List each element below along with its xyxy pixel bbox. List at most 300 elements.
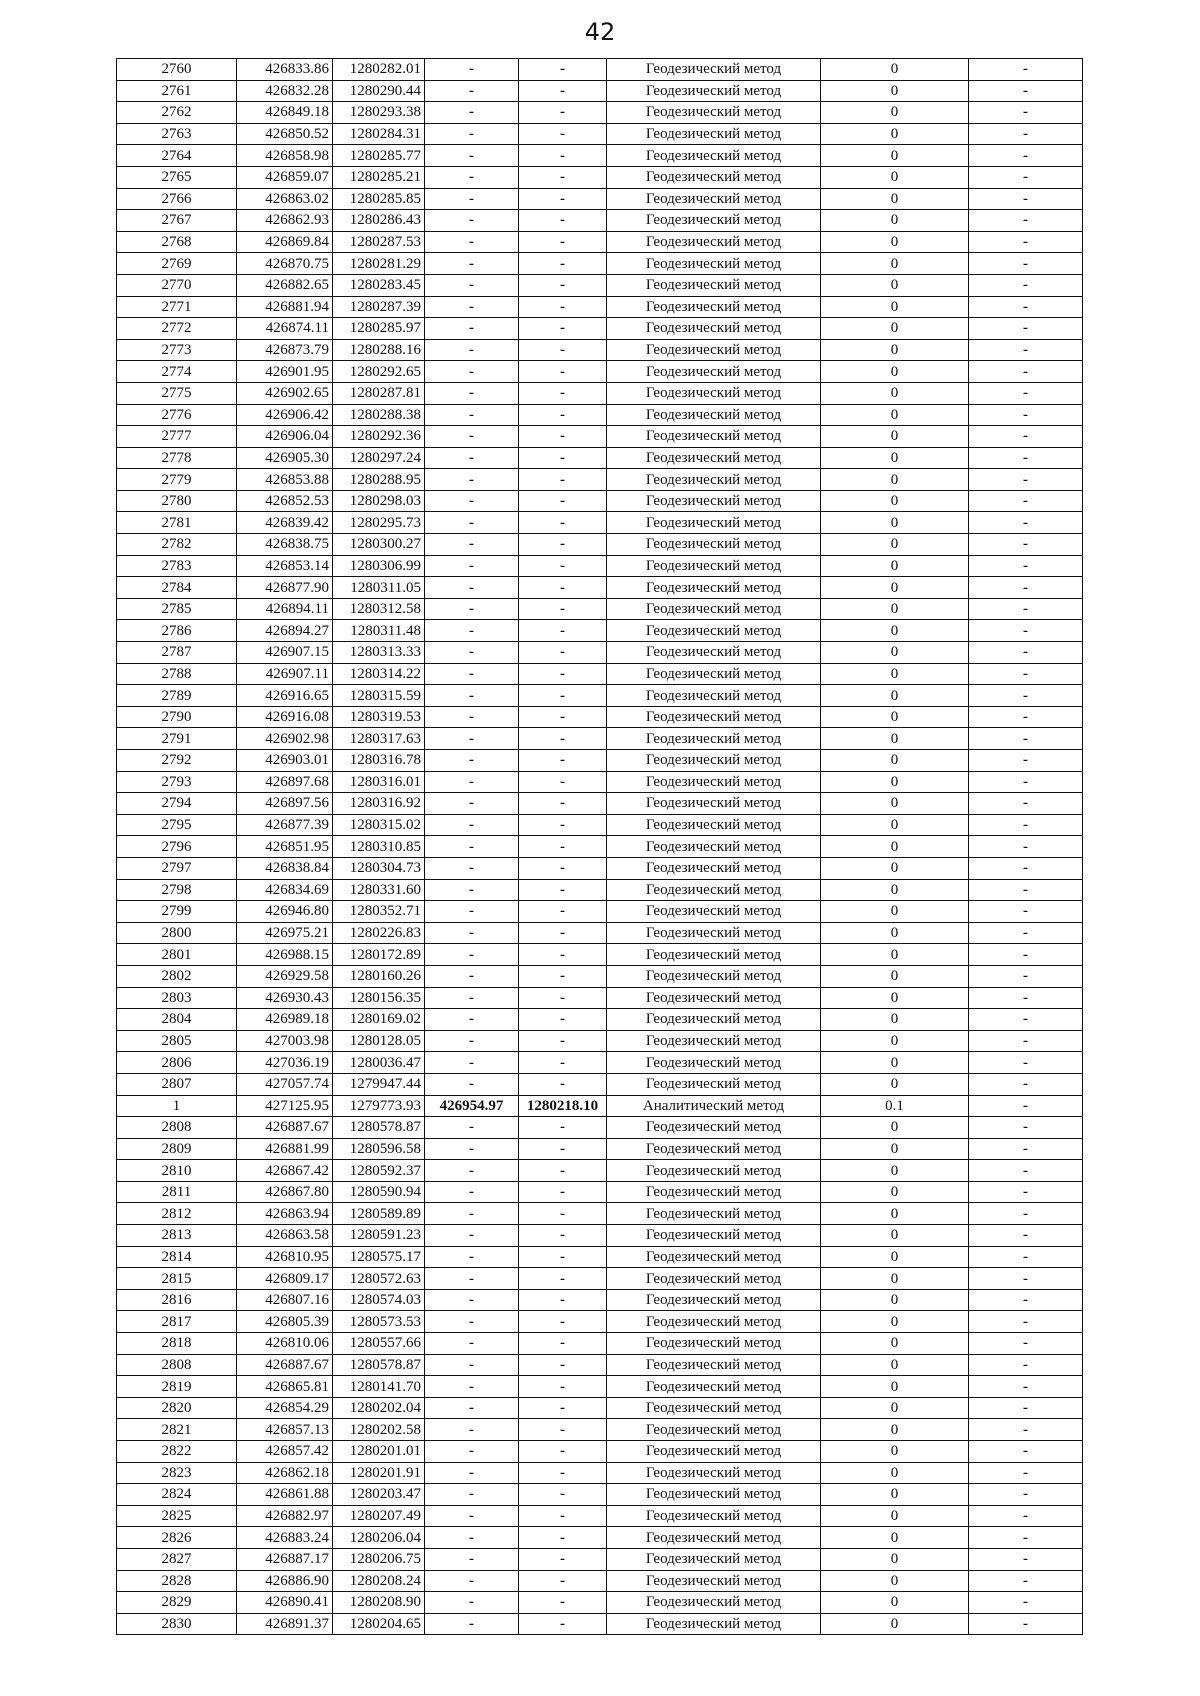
x-coordinate-cell: 426887.17 — [237, 1548, 333, 1570]
old-y-cell: - — [519, 102, 607, 124]
note-cell: - — [969, 1613, 1083, 1635]
old-x-cell: - — [425, 1613, 519, 1635]
y-coordinate-cell: 1280287.53 — [333, 231, 425, 253]
x-coordinate-cell: 426882.65 — [237, 274, 333, 296]
note-cell: - — [969, 490, 1083, 512]
table-row — [117, 296, 1083, 318]
note-cell: - — [969, 274, 1083, 296]
old-y-cell: - — [519, 339, 607, 361]
y-coordinate-cell: 1280319.53 — [333, 706, 425, 728]
y-coordinate-cell: 1280288.38 — [333, 404, 425, 426]
y-coordinate-cell: 1280290.44 — [333, 80, 425, 102]
x-coordinate-cell: 426907.11 — [237, 663, 333, 685]
old-y-cell: - — [519, 1073, 607, 1095]
old-x-cell: - — [425, 555, 519, 577]
method-cell: Геодезический метод — [607, 274, 821, 296]
error-cell: 0 — [821, 944, 969, 966]
point-number-cell: 2800 — [117, 922, 237, 944]
y-coordinate-cell: 1280315.02 — [333, 814, 425, 836]
old-y-cell: - — [519, 1548, 607, 1570]
y-coordinate-cell: 1280295.73 — [333, 512, 425, 534]
error-cell: 0 — [821, 1181, 969, 1203]
note-cell: - — [969, 857, 1083, 879]
note-cell: - — [969, 1052, 1083, 1074]
method-cell: Геодезический метод — [607, 836, 821, 858]
method-cell: Геодезический метод — [607, 728, 821, 750]
old-x-cell: - — [425, 231, 519, 253]
error-cell: 0 — [821, 1203, 969, 1225]
table-row — [117, 1333, 1083, 1355]
old-y-cell: - — [519, 965, 607, 987]
y-coordinate-cell: 1280282.01 — [333, 59, 425, 81]
note-cell: - — [969, 987, 1083, 1009]
note-cell: - — [969, 231, 1083, 253]
point-number-cell: 1 — [117, 1095, 237, 1117]
x-coordinate-cell: 426877.39 — [237, 814, 333, 836]
table-row — [117, 469, 1083, 491]
old-y-cell: - — [519, 1246, 607, 1268]
x-coordinate-cell: 426907.15 — [237, 642, 333, 664]
error-cell: 0 — [821, 59, 969, 81]
point-number-cell: 2810 — [117, 1160, 237, 1182]
point-number-cell: 2766 — [117, 188, 237, 210]
x-coordinate-cell: 426861.88 — [237, 1484, 333, 1506]
method-cell: Геодезический метод — [607, 620, 821, 642]
x-coordinate-cell: 426874.11 — [237, 318, 333, 340]
y-coordinate-cell: 1280557.66 — [333, 1333, 425, 1355]
error-cell: 0 — [821, 857, 969, 879]
error-cell: 0 — [821, 1117, 969, 1139]
method-cell: Геодезический метод — [607, 1397, 821, 1419]
note-cell: - — [969, 944, 1083, 966]
old-x-cell: - — [425, 879, 519, 901]
x-coordinate-cell: 426853.14 — [237, 555, 333, 577]
old-y-cell: - — [519, 59, 607, 81]
method-cell: Геодезический метод — [607, 555, 821, 577]
table-body — [117, 59, 1083, 1635]
note-cell: - — [969, 1419, 1083, 1441]
point-number-cell: 2814 — [117, 1246, 237, 1268]
error-cell: 0 — [821, 447, 969, 469]
y-coordinate-cell: 1280208.24 — [333, 1570, 425, 1592]
point-number-cell: 2789 — [117, 685, 237, 707]
error-cell: 0 — [821, 1246, 969, 1268]
method-cell: Геодезический метод — [607, 382, 821, 404]
table-row — [117, 253, 1083, 275]
old-x-cell: - — [425, 490, 519, 512]
point-number-cell: 2782 — [117, 534, 237, 556]
x-coordinate-cell: 426988.15 — [237, 944, 333, 966]
error-cell: 0 — [821, 1160, 969, 1182]
old-x-cell: - — [425, 318, 519, 340]
error-cell: 0 — [821, 274, 969, 296]
error-cell: 0 — [821, 145, 969, 167]
y-coordinate-cell: 1280311.48 — [333, 620, 425, 642]
error-cell: 0 — [821, 210, 969, 232]
x-coordinate-cell: 426877.90 — [237, 577, 333, 599]
point-number-cell: 2806 — [117, 1052, 237, 1074]
old-y-cell: - — [519, 1419, 607, 1441]
table-row — [117, 1203, 1083, 1225]
table-row — [117, 123, 1083, 145]
point-number-cell: 2812 — [117, 1203, 237, 1225]
x-coordinate-cell: 426869.84 — [237, 231, 333, 253]
point-number-cell: 2799 — [117, 901, 237, 923]
method-cell: Аналитический метод — [607, 1095, 821, 1117]
old-x-cell: - — [425, 965, 519, 987]
table-row — [117, 145, 1083, 167]
old-x-cell: - — [425, 1441, 519, 1463]
table-row — [117, 901, 1083, 923]
point-number-cell: 2826 — [117, 1527, 237, 1549]
y-coordinate-cell: 1280314.22 — [333, 663, 425, 685]
note-cell: - — [969, 426, 1083, 448]
table-row — [117, 1505, 1083, 1527]
table-row — [117, 577, 1083, 599]
note-cell: - — [969, 706, 1083, 728]
method-cell: Геодезический метод — [607, 771, 821, 793]
x-coordinate-cell: 426809.17 — [237, 1268, 333, 1290]
method-cell: Геодезический метод — [607, 1009, 821, 1031]
error-cell: 0 — [821, 1527, 969, 1549]
note-cell: - — [969, 1505, 1083, 1527]
point-number-cell: 2769 — [117, 253, 237, 275]
x-coordinate-cell: 426832.28 — [237, 80, 333, 102]
note-cell: - — [969, 1592, 1083, 1614]
point-number-cell: 2760 — [117, 59, 237, 81]
y-coordinate-cell: 1280574.03 — [333, 1289, 425, 1311]
note-cell: - — [969, 1311, 1083, 1333]
method-cell: Геодезический метод — [607, 59, 821, 81]
method-cell: Геодезический метод — [607, 231, 821, 253]
old-x-cell: - — [425, 1268, 519, 1290]
old-x-cell: - — [425, 426, 519, 448]
old-x-cell: - — [425, 1052, 519, 1074]
method-cell: Геодезический метод — [607, 1268, 821, 1290]
note-cell: - — [969, 1203, 1083, 1225]
method-cell: Геодезический метод — [607, 123, 821, 145]
old-x-cell: - — [425, 1009, 519, 1031]
note-cell: - — [969, 879, 1083, 901]
note-cell: - — [969, 1268, 1083, 1290]
error-cell: 0 — [821, 987, 969, 1009]
error-cell: 0 — [821, 296, 969, 318]
table-row — [117, 879, 1083, 901]
y-coordinate-cell: 1280288.16 — [333, 339, 425, 361]
table-row — [117, 706, 1083, 728]
x-coordinate-cell: 426897.56 — [237, 793, 333, 815]
x-coordinate-cell: 426975.21 — [237, 922, 333, 944]
note-cell: - — [969, 469, 1083, 491]
point-number-cell: 2825 — [117, 1505, 237, 1527]
y-coordinate-cell: 1280304.73 — [333, 857, 425, 879]
error-cell: 0 — [821, 512, 969, 534]
method-cell: Геодезический метод — [607, 793, 821, 815]
old-x-cell: - — [425, 1181, 519, 1203]
method-cell: Геодезический метод — [607, 1462, 821, 1484]
y-coordinate-cell: 1280293.38 — [333, 102, 425, 124]
point-number-cell: 2783 — [117, 555, 237, 577]
table-row — [117, 59, 1083, 81]
table-row — [117, 1484, 1083, 1506]
y-coordinate-cell: 1280202.58 — [333, 1419, 425, 1441]
old-y-cell: - — [519, 318, 607, 340]
error-cell: 0 — [821, 577, 969, 599]
x-coordinate-cell: 426886.90 — [237, 1570, 333, 1592]
method-cell: Геодезический метод — [607, 1030, 821, 1052]
point-number-cell: 2768 — [117, 231, 237, 253]
note-cell: - — [969, 1376, 1083, 1398]
y-coordinate-cell: 1280208.90 — [333, 1592, 425, 1614]
table-row — [117, 1570, 1083, 1592]
note-cell: - — [969, 210, 1083, 232]
point-number-cell: 2808 — [117, 1117, 237, 1139]
table-row — [117, 857, 1083, 879]
note-cell: - — [969, 253, 1083, 275]
old-x-cell: - — [425, 728, 519, 750]
y-coordinate-cell: 1280312.58 — [333, 598, 425, 620]
old-x-cell: - — [425, 1160, 519, 1182]
old-x-cell: - — [425, 793, 519, 815]
error-cell: 0.1 — [821, 1095, 969, 1117]
y-coordinate-cell: 1280297.24 — [333, 447, 425, 469]
point-number-cell: 2822 — [117, 1441, 237, 1463]
error-cell: 0 — [821, 1052, 969, 1074]
note-cell: - — [969, 965, 1083, 987]
y-coordinate-cell: 1280316.01 — [333, 771, 425, 793]
old-y-cell: 1280218.10 — [519, 1095, 607, 1117]
old-x-cell: - — [425, 750, 519, 772]
error-cell: 0 — [821, 620, 969, 642]
point-number-cell: 2790 — [117, 706, 237, 728]
old-y-cell: - — [519, 598, 607, 620]
y-coordinate-cell: 1280285.77 — [333, 145, 425, 167]
old-x-cell: - — [425, 469, 519, 491]
old-x-cell: - — [425, 1246, 519, 1268]
y-coordinate-cell: 1280575.17 — [333, 1246, 425, 1268]
y-coordinate-cell: 1280292.36 — [333, 426, 425, 448]
note-cell: - — [969, 750, 1083, 772]
old-x-cell: - — [425, 598, 519, 620]
old-y-cell: - — [519, 490, 607, 512]
old-y-cell: - — [519, 685, 607, 707]
table-row — [117, 1138, 1083, 1160]
note-cell: - — [969, 404, 1083, 426]
point-number-cell: 2765 — [117, 166, 237, 188]
old-y-cell: - — [519, 145, 607, 167]
table-row — [117, 1225, 1083, 1247]
old-y-cell: - — [519, 1484, 607, 1506]
note-cell: - — [969, 1117, 1083, 1139]
point-number-cell: 2781 — [117, 512, 237, 534]
old-x-cell: - — [425, 1419, 519, 1441]
y-coordinate-cell: 1280315.59 — [333, 685, 425, 707]
old-x-cell: - — [425, 1376, 519, 1398]
x-coordinate-cell: 426894.27 — [237, 620, 333, 642]
old-y-cell: - — [519, 1203, 607, 1225]
error-cell: 0 — [821, 879, 969, 901]
method-cell: Геодезический метод — [607, 1225, 821, 1247]
error-cell: 0 — [821, 1268, 969, 1290]
old-y-cell: - — [519, 188, 607, 210]
point-number-cell: 2804 — [117, 1009, 237, 1031]
x-coordinate-cell: 426867.80 — [237, 1181, 333, 1203]
note-cell: - — [969, 447, 1083, 469]
note-cell: - — [969, 361, 1083, 383]
method-cell: Геодезический метод — [607, 1333, 821, 1355]
old-x-cell: - — [425, 922, 519, 944]
old-x-cell: - — [425, 339, 519, 361]
x-coordinate-cell: 426905.30 — [237, 447, 333, 469]
point-number-cell: 2802 — [117, 965, 237, 987]
error-cell: 0 — [821, 1570, 969, 1592]
point-number-cell: 2795 — [117, 814, 237, 836]
old-y-cell: - — [519, 944, 607, 966]
old-y-cell: - — [519, 1117, 607, 1139]
table-row — [117, 598, 1083, 620]
y-coordinate-cell: 1280317.63 — [333, 728, 425, 750]
point-number-cell: 2807 — [117, 1073, 237, 1095]
x-coordinate-cell: 426833.86 — [237, 59, 333, 81]
x-coordinate-cell: 426865.81 — [237, 1376, 333, 1398]
old-y-cell: - — [519, 642, 607, 664]
method-cell: Геодезический метод — [607, 1613, 821, 1635]
method-cell: Геодезический метод — [607, 318, 821, 340]
note-cell: - — [969, 80, 1083, 102]
error-cell: 0 — [821, 1138, 969, 1160]
note-cell: - — [969, 123, 1083, 145]
x-coordinate-cell: 426867.42 — [237, 1160, 333, 1182]
table-row — [117, 361, 1083, 383]
table-row — [117, 728, 1083, 750]
table-row — [117, 274, 1083, 296]
note-cell: - — [969, 620, 1083, 642]
x-coordinate-cell: 426946.80 — [237, 901, 333, 923]
method-cell: Геодезический метод — [607, 857, 821, 879]
y-coordinate-cell: 1280591.23 — [333, 1225, 425, 1247]
table-row — [117, 1613, 1083, 1635]
old-y-cell: - — [519, 577, 607, 599]
x-coordinate-cell: 426894.11 — [237, 598, 333, 620]
note-cell: - — [969, 1462, 1083, 1484]
table-row — [117, 166, 1083, 188]
x-coordinate-cell: 426859.07 — [237, 166, 333, 188]
note-cell: - — [969, 1160, 1083, 1182]
old-x-cell: - — [425, 706, 519, 728]
note-cell: - — [969, 1289, 1083, 1311]
point-number-cell: 2817 — [117, 1311, 237, 1333]
method-cell: Геодезический метод — [607, 1138, 821, 1160]
point-number-cell: 2820 — [117, 1397, 237, 1419]
y-coordinate-cell: 1280313.33 — [333, 642, 425, 664]
point-number-cell: 2780 — [117, 490, 237, 512]
point-number-cell: 2823 — [117, 1462, 237, 1484]
y-coordinate-cell: 1279947.44 — [333, 1073, 425, 1095]
point-number-cell: 2784 — [117, 577, 237, 599]
point-number-cell: 2762 — [117, 102, 237, 124]
table-row — [117, 210, 1083, 232]
method-cell: Геодезический метод — [607, 296, 821, 318]
y-coordinate-cell: 1280156.35 — [333, 987, 425, 1009]
point-number-cell: 2775 — [117, 382, 237, 404]
y-coordinate-cell: 1280226.83 — [333, 922, 425, 944]
old-y-cell: - — [519, 361, 607, 383]
point-number-cell: 2824 — [117, 1484, 237, 1506]
y-coordinate-cell: 1280160.26 — [333, 965, 425, 987]
old-y-cell: - — [519, 620, 607, 642]
old-x-cell: - — [425, 1570, 519, 1592]
method-cell: Геодезический метод — [607, 1160, 821, 1182]
method-cell: Геодезический метод — [607, 188, 821, 210]
error-cell: 0 — [821, 814, 969, 836]
note-cell: - — [969, 1548, 1083, 1570]
method-cell: Геодезический метод — [607, 1311, 821, 1333]
old-x-cell: - — [425, 1289, 519, 1311]
old-x-cell: - — [425, 685, 519, 707]
x-coordinate-cell: 426863.94 — [237, 1203, 333, 1225]
method-cell: Геодезический метод — [607, 1117, 821, 1139]
point-number-cell: 2829 — [117, 1592, 237, 1614]
x-coordinate-cell: 426929.58 — [237, 965, 333, 987]
note-cell: - — [969, 382, 1083, 404]
y-coordinate-cell: 1280128.05 — [333, 1030, 425, 1052]
point-number-cell: 2764 — [117, 145, 237, 167]
old-x-cell: - — [425, 123, 519, 145]
note-cell: - — [969, 728, 1083, 750]
old-x-cell: - — [425, 1548, 519, 1570]
point-number-cell: 2785 — [117, 598, 237, 620]
point-number-cell: 2793 — [117, 771, 237, 793]
y-coordinate-cell: 1280141.70 — [333, 1376, 425, 1398]
x-coordinate-cell: 426858.98 — [237, 145, 333, 167]
x-coordinate-cell: 426890.41 — [237, 1592, 333, 1614]
point-number-cell: 2805 — [117, 1030, 237, 1052]
x-coordinate-cell: 426870.75 — [237, 253, 333, 275]
table-row — [117, 771, 1083, 793]
table-row — [117, 1052, 1083, 1074]
point-number-cell: 2797 — [117, 857, 237, 879]
table-row — [117, 188, 1083, 210]
old-x-cell: - — [425, 1225, 519, 1247]
old-y-cell: - — [519, 1527, 607, 1549]
x-coordinate-cell: 426906.42 — [237, 404, 333, 426]
table-row — [117, 555, 1083, 577]
table-row — [117, 1397, 1083, 1419]
table-row — [117, 447, 1083, 469]
point-number-cell: 2776 — [117, 404, 237, 426]
y-coordinate-cell: 1280572.63 — [333, 1268, 425, 1290]
point-number-cell: 2819 — [117, 1376, 237, 1398]
y-coordinate-cell: 1280298.03 — [333, 490, 425, 512]
note-cell: - — [969, 1138, 1083, 1160]
old-x-cell: - — [425, 447, 519, 469]
old-y-cell: - — [519, 987, 607, 1009]
x-coordinate-cell: 426897.68 — [237, 771, 333, 793]
table-row — [117, 339, 1083, 361]
table-row — [117, 793, 1083, 815]
table-row — [117, 944, 1083, 966]
x-coordinate-cell: 426862.18 — [237, 1462, 333, 1484]
method-cell: Геодезический метод — [607, 1052, 821, 1074]
y-coordinate-cell: 1280592.37 — [333, 1160, 425, 1182]
error-cell: 0 — [821, 706, 969, 728]
table-row — [117, 836, 1083, 858]
x-coordinate-cell: 427057.74 — [237, 1073, 333, 1095]
note-cell: - — [969, 145, 1083, 167]
note-cell: - — [969, 1441, 1083, 1463]
error-cell: 0 — [821, 901, 969, 923]
note-cell: - — [969, 1181, 1083, 1203]
